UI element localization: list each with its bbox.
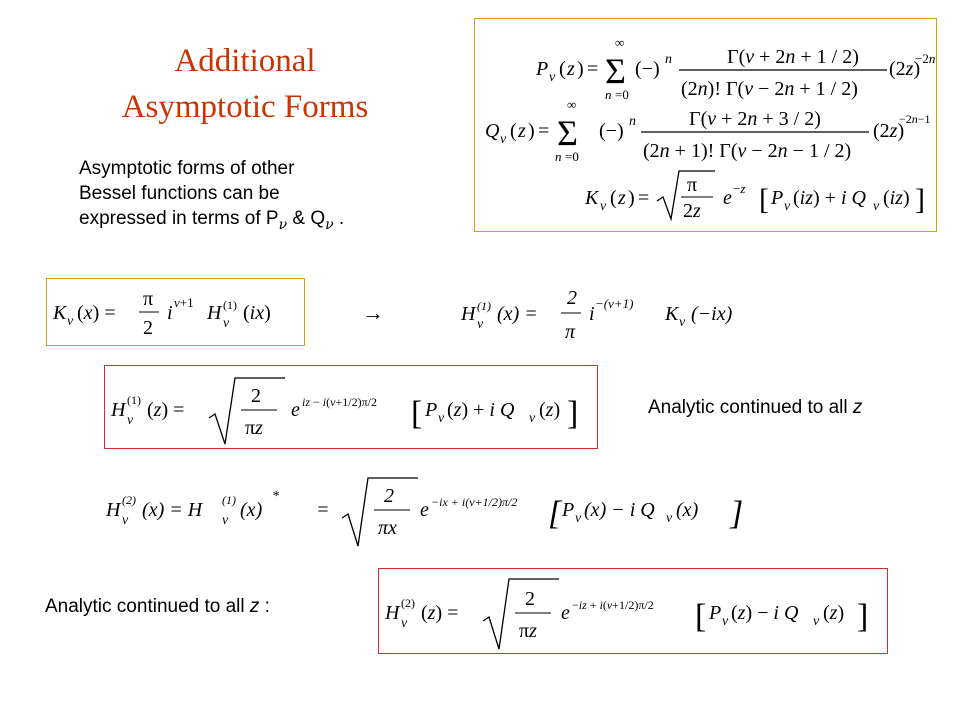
svg-text:−2n: −2n xyxy=(915,51,936,66)
svg-text:2: 2 xyxy=(567,287,577,309)
equation-k-h xyxy=(47,279,306,347)
k-h-box xyxy=(46,278,305,346)
svg-text:ν: ν xyxy=(575,511,582,526)
intro-line-1: Asymptotic forms of other xyxy=(79,158,295,179)
intro-line-3 xyxy=(79,206,459,238)
svg-text:ν: ν xyxy=(666,511,673,526)
nu-subscript: ν xyxy=(325,216,334,233)
svg-text:n: n xyxy=(555,149,562,164)
svg-text:ν: ν xyxy=(122,513,129,528)
equation-p xyxy=(535,35,935,102)
svg-text:n: n xyxy=(629,114,636,129)
svg-text:=: = xyxy=(316,499,330,521)
equation-h2x xyxy=(100,470,760,554)
svg-text:]: ] xyxy=(567,395,579,432)
svg-text:z: z xyxy=(567,58,575,80)
svg-text:e: e xyxy=(420,499,429,521)
svg-text:ν: ν xyxy=(222,513,229,528)
h1-box xyxy=(104,365,598,449)
svg-text:πz: πz xyxy=(519,620,537,642)
series-box xyxy=(474,18,937,232)
svg-text:*: * xyxy=(272,489,279,504)
svg-text:ν: ν xyxy=(438,411,445,426)
svg-text:Q: Q xyxy=(485,120,500,142)
svg-text:ν: ν xyxy=(784,199,791,214)
intro-line-2: Bessel functions can be xyxy=(79,183,280,204)
svg-text:ν+1: ν+1 xyxy=(174,295,194,310)
equation-h1 xyxy=(105,366,599,450)
svg-text:Γ(ν + 2n + 1 / 2): Γ(ν + 2n + 1 / 2) xyxy=(727,46,859,68)
svg-text:(x) − i Q: (x) − i Q xyxy=(584,499,655,521)
svg-text:(z) =: (z) = xyxy=(147,399,185,421)
svg-text:): ) xyxy=(577,58,584,80)
svg-text:(2z): (2z) xyxy=(889,58,921,80)
svg-text:(ix): (ix) xyxy=(243,302,271,324)
svg-text:(1): (1) xyxy=(127,393,141,407)
svg-text:2: 2 xyxy=(525,588,535,610)
svg-text:(−ix): (−ix) xyxy=(691,303,733,325)
svg-text:ν: ν xyxy=(401,616,408,631)
title-line-1: Additional xyxy=(174,43,316,79)
svg-text:∞: ∞ xyxy=(615,35,625,50)
equation-k xyxy=(584,171,925,222)
h2z-box xyxy=(378,568,888,654)
svg-text:=0: =0 xyxy=(615,87,629,102)
slide-title xyxy=(60,38,430,130)
svg-text:(2n + 1)! Γ(ν − 2n − 1 / 2): (2n + 1)! Γ(ν − 2n − 1 / 2) xyxy=(643,140,852,162)
svg-text:i: i xyxy=(589,303,595,325)
svg-text:(1): (1) xyxy=(222,493,236,507)
svg-text:ν: ν xyxy=(477,317,484,332)
svg-text:−ix + i(ν+1/2)π/2: −ix + i(ν+1/2)π/2 xyxy=(431,495,518,509)
svg-text:]: ] xyxy=(857,598,869,635)
intro-line-3-mid: & Q xyxy=(287,208,326,229)
svg-text:π: π xyxy=(687,174,698,196)
analytic-note-bottom-end: : xyxy=(259,596,270,617)
title-line-2: Asymptotic Forms xyxy=(121,89,369,125)
analytic-note-bottom-var: z xyxy=(249,596,260,617)
svg-text:(1): (1) xyxy=(223,298,237,312)
svg-text:Σ: Σ xyxy=(557,113,578,153)
svg-text:(z) − i Q: (z) − i Q xyxy=(731,602,799,624)
svg-text:K: K xyxy=(665,303,679,325)
svg-text:(x): (x) xyxy=(240,499,263,521)
intro-line-3-prefix: expressed in terms of P xyxy=(79,208,279,229)
svg-text:−(ν+1): −(ν+1) xyxy=(595,296,634,311)
intro-text xyxy=(79,156,459,238)
svg-text:H: H xyxy=(461,303,476,325)
svg-text:2z: 2z xyxy=(683,200,701,222)
svg-text:n: n xyxy=(605,87,612,102)
svg-text:]: ] xyxy=(730,495,744,532)
svg-text:π: π xyxy=(565,321,576,343)
svg-text:ν: ν xyxy=(223,316,230,331)
svg-text:ν: ν xyxy=(127,413,134,428)
svg-text:[: [ xyxy=(759,183,769,216)
svg-text:=: = xyxy=(538,120,550,142)
svg-text:H: H xyxy=(207,302,222,324)
svg-text:(: ( xyxy=(559,58,566,80)
svg-text:e: e xyxy=(723,187,732,209)
svg-text:π: π xyxy=(143,288,154,310)
svg-text:(: ( xyxy=(610,187,617,209)
svg-text:=: = xyxy=(638,187,650,209)
analytic-note-bottom xyxy=(45,596,270,618)
svg-text:P: P xyxy=(425,399,438,421)
svg-text:=0: =0 xyxy=(565,149,579,164)
svg-text:]: ] xyxy=(915,183,925,216)
svg-text:(z) =: (z) = xyxy=(421,602,459,624)
svg-text:(x) =: (x) = xyxy=(497,303,538,325)
svg-text:ν: ν xyxy=(67,314,74,329)
equation-q xyxy=(485,97,931,164)
svg-text:(: ( xyxy=(510,120,517,142)
svg-text:(z): (z) xyxy=(539,399,561,421)
svg-text:[: [ xyxy=(695,598,707,635)
svg-text:(z): (z) xyxy=(823,602,845,624)
svg-text:(1): (1) xyxy=(477,299,491,313)
svg-text:K: K xyxy=(585,187,599,209)
svg-text:K: K xyxy=(53,302,67,324)
svg-text:(z) + i Q: (z) + i Q xyxy=(447,399,515,421)
svg-text:ν: ν xyxy=(500,132,507,147)
svg-text:P: P xyxy=(709,602,722,624)
svg-text:H: H xyxy=(111,399,126,421)
svg-text:2: 2 xyxy=(143,317,153,339)
svg-text:P: P xyxy=(562,499,575,521)
svg-text:ν: ν xyxy=(873,199,880,214)
svg-text:H: H xyxy=(106,499,121,521)
svg-text:ν: ν xyxy=(529,411,536,426)
svg-text:e: e xyxy=(291,399,300,421)
svg-text:): ) xyxy=(528,120,535,142)
svg-text:ν: ν xyxy=(679,315,686,330)
svg-text:P: P xyxy=(771,187,784,209)
svg-text:(x) =: (x) = xyxy=(77,302,116,324)
svg-text:P: P xyxy=(536,58,549,80)
series-equations xyxy=(475,19,938,233)
svg-text:(2): (2) xyxy=(401,596,415,610)
svg-text:Γ(ν + 2n + 3 / 2): Γ(ν + 2n + 3 / 2) xyxy=(689,108,821,130)
analytic-note-right xyxy=(648,397,862,419)
svg-text:(2): (2) xyxy=(122,493,136,507)
equation-h2z xyxy=(379,569,889,655)
svg-text:−iz + i(ν+1/2)π/2: −iz + i(ν+1/2)π/2 xyxy=(572,598,654,612)
svg-text:i: i xyxy=(167,302,173,324)
svg-text:(iz) + i Q: (iz) + i Q xyxy=(793,187,866,209)
svg-text:πz: πz xyxy=(245,417,263,439)
svg-text:H: H xyxy=(385,602,400,624)
svg-text:−2n−1: −2n−1 xyxy=(899,112,931,126)
analytic-note-right-text: Analytic continued to all xyxy=(648,397,853,418)
equation-h-k xyxy=(455,280,765,350)
svg-text:πx: πx xyxy=(378,517,397,539)
svg-text:Σ: Σ xyxy=(605,51,626,91)
nu-subscript: ν xyxy=(278,216,288,233)
svg-text:(−): (−) xyxy=(635,58,660,80)
svg-text:iz − i(ν+1/2)π/2: iz − i(ν+1/2)π/2 xyxy=(302,395,377,409)
svg-text:n: n xyxy=(665,52,672,67)
svg-text:[: [ xyxy=(411,395,423,432)
svg-text:(x) = H: (x) = H xyxy=(142,499,203,521)
svg-text:ν: ν xyxy=(549,70,556,85)
svg-text:[: [ xyxy=(548,495,562,532)
svg-text:ν: ν xyxy=(600,199,607,214)
svg-text:ν: ν xyxy=(813,614,820,629)
analytic-note-bottom-text: Analytic continued to all xyxy=(45,596,250,617)
svg-text:2: 2 xyxy=(251,385,261,407)
svg-text:=: = xyxy=(587,58,599,80)
svg-text:(2z): (2z) xyxy=(873,120,905,142)
intro-line-3-end: . xyxy=(333,208,345,229)
svg-text:): ) xyxy=(628,187,635,209)
implies-arrow: → xyxy=(362,300,384,325)
svg-text:(2n)! Γ(ν − 2n + 1 / 2): (2n)! Γ(ν − 2n + 1 / 2) xyxy=(681,78,858,100)
svg-text:2: 2 xyxy=(384,485,394,507)
svg-text:z: z xyxy=(518,120,526,142)
svg-text:e: e xyxy=(561,602,570,624)
svg-text:−z: −z xyxy=(733,181,746,196)
svg-text:(−): (−) xyxy=(599,120,624,142)
analytic-note-right-var: z xyxy=(852,397,863,418)
svg-text:ν: ν xyxy=(722,614,729,629)
svg-text:∞: ∞ xyxy=(567,97,577,112)
svg-text:(iz): (iz) xyxy=(883,187,910,209)
svg-text:(x): (x) xyxy=(676,499,699,521)
svg-text:z: z xyxy=(618,187,626,209)
